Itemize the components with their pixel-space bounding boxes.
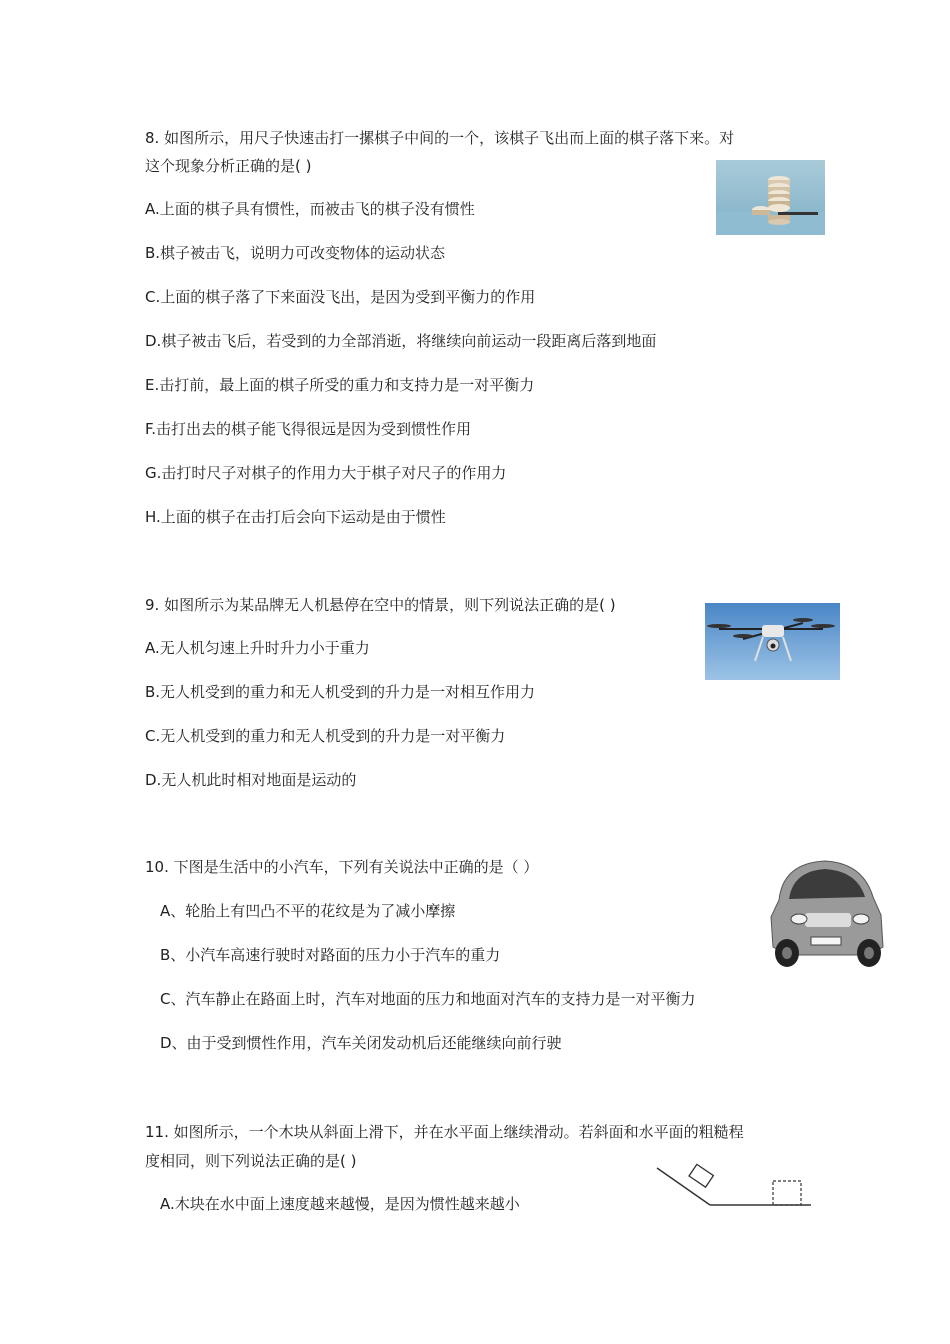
q10-option-b: B、小汽车高速行驶时对路面的压力小于汽车的重力 bbox=[160, 946, 501, 964]
q9-option-d: D.无人机此时相对地面是运动的 bbox=[145, 771, 357, 789]
q8-option-e: E.击打前，最上面的棋子所受的重力和支持力是一对平衡力 bbox=[145, 376, 535, 394]
q10-option-a: A、轮胎上有凹凸不平的花纹是为了减小摩擦 bbox=[160, 902, 456, 920]
q8-option-c: C.上面的棋子落了下来面没飞出，是因为受到平衡力的作用 bbox=[145, 288, 536, 306]
q8-option-g: G.击打时尺子对棋子的作用力大于棋子对尺子的作用力 bbox=[145, 464, 507, 482]
q8-stem-line2: 这个现象分析正确的是( ) bbox=[145, 157, 312, 175]
drone-photo bbox=[705, 603, 840, 680]
q8-option-b: B.棋子被击飞，说明力可改变物体的运动状态 bbox=[145, 244, 446, 262]
q10-stem: 10. 下图是生活中的小汽车，下列有关说法中正确的是（ ） bbox=[145, 858, 539, 876]
q10-option-c: C、汽车静止在路面上时，汽车对地面的压力和地面对汽车的支持力是一对平衡力 bbox=[160, 990, 696, 1008]
q11-stem-line2: 度相同，则下列说法正确的是( ) bbox=[145, 1152, 357, 1170]
q11-stem-line1: 11. 如图所示，一个木块从斜面上滑下，并在水平面上继续滑动。若斜面和水平面的粗糙程 bbox=[145, 1123, 744, 1141]
q9-option-c: C.无人机受到的重力和无人机受到的升力是一对平衡力 bbox=[145, 727, 506, 745]
incline-block-diagram bbox=[655, 1158, 813, 1210]
q8-option-d: D.棋子被击飞后，若受到的力全部消逝，将继续向前运动一段距离后落到地面 bbox=[145, 332, 657, 350]
q8-option-h: H.上面的棋子在击打后会向下运动是由于惯性 bbox=[145, 508, 446, 526]
q9-option-a: A.无人机匀速上升时升力小于重力 bbox=[145, 639, 370, 657]
q9-option-b: B.无人机受到的重力和无人机受到的升力是一对相互作用力 bbox=[145, 683, 536, 701]
q9-stem: 9. 如图所示为某品牌无人机悬停在空中的情景，则下列说法正确的是( ) bbox=[145, 596, 616, 614]
q8-stem-line1: 8. 如图所示，用尺子快速击打一摞棋子中间的一个，该棋子飞出而上面的棋子落下来。对 bbox=[145, 129, 735, 147]
q8-option-a: A.上面的棋子具有惯性，而被击飞的棋子没有惯性 bbox=[145, 200, 475, 218]
q11-option-a: A.木块在水中面上速度越来越慢，是因为惯性越来越小 bbox=[160, 1195, 520, 1213]
q10-option-d: D、由于受到惯性作用，汽车关闭发动机后还能继续向前行驶 bbox=[160, 1034, 562, 1052]
q8-option-f: F.击打出去的棋子能飞得很远是因为受到惯性作用 bbox=[145, 420, 471, 438]
car-photo bbox=[765, 855, 887, 973]
chess-stack-photo bbox=[716, 160, 825, 235]
